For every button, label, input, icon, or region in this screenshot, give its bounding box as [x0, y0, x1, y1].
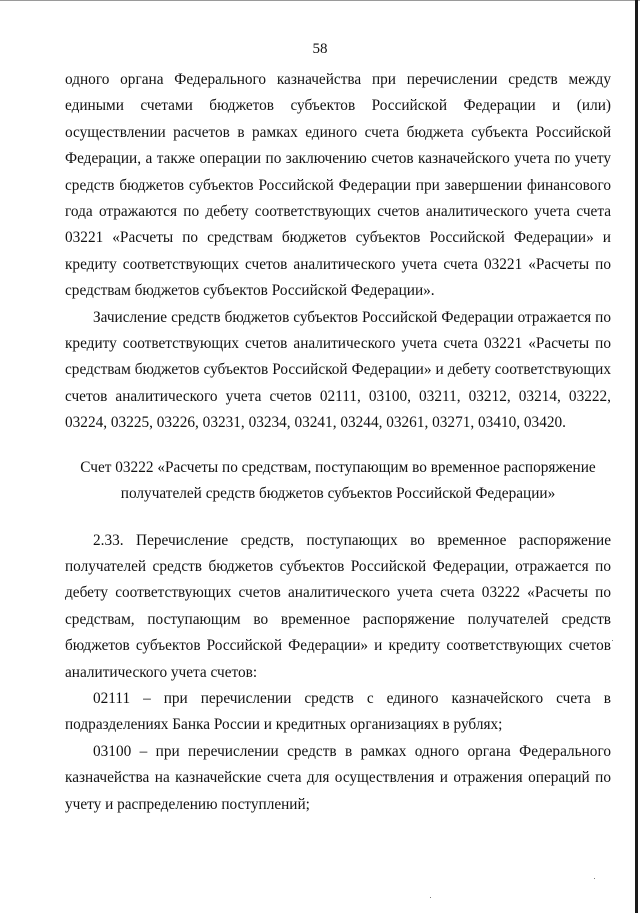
paragraph-crediting: Зачисление средств бюджетов субъектов Российской Федерации отражается по кредиту соответствующих счетов аналитического учета счета 03221 «Расчеты по средствам бюджетов субъектов Российской Федерации» и дебету соответствующих счетов аналитического учета счетов 02111, 03100, 03211, 03212, 03214, 03222, 03224, 03225, 03226, 03231, 03234, 03241, 03244, 03261, 03271, 03410, 03420. [65, 308, 611, 432]
scan-speck [594, 878, 595, 879]
scan-speck [430, 897, 431, 898]
scan-top-edge [0, 0, 640, 1]
list-item-02111: 02111 – при перечислении средств с единого казначейского счета в подразделениях Банка России и кредитных организациях в рублях; [65, 689, 611, 734]
page-body [65, 67, 611, 818]
page-number: 58 [312, 41, 328, 57]
paragraph-continuation: одного органа Федерального казначейства при перечислении средств между едиными счетами бюджетов субъектов Российской Федерации и (или) осуществлении расчетов в рамках единого счета бюджета субъекта Российской Федерации, а также операции по заключению счетов казначейского учета по учету средств бюджетов субъектов Российской Федерации при завершении финансового года отражаются по дебету соответствующих счетов аналитического учета счета 03221 «Расчеты по средствам бюджетов субъектов Российской Федерации» и кредиту соответствующих счетов аналитического учета счета 03221 «Расчеты по средствам бюджетов субъектов Российской Федерации». [65, 71, 611, 300]
scan-right-edge [635, 0, 638, 913]
paragraph-2-33: 2.33. Перечисление средств, поступающих во временное распоряжение получателей средств бюджетов субъектов Российской Федерации, отражается по дебету соответствующих счетов аналитического учета счета 03222 «Расчеты по средствам, поступающим во временное распоряжение получателей средств бюджетов субъектов Российской Федерации» и кредиту соответствующих счетов аналитического учета счетов: [65, 531, 611, 681]
list-item-03100: 03100 – при перечислении средств в рамках одного органа Федерального казначейства на казначейские счета для осуществления и отражения операций по учету и распределению поступлений; [65, 742, 611, 813]
section-heading: Счет 03222 «Расчеты по средствам, поступающим во временное распоряжение получателей средств бюджетов субъектов Российской Федерации» [80, 458, 596, 503]
scan-speck [612, 640, 613, 641]
